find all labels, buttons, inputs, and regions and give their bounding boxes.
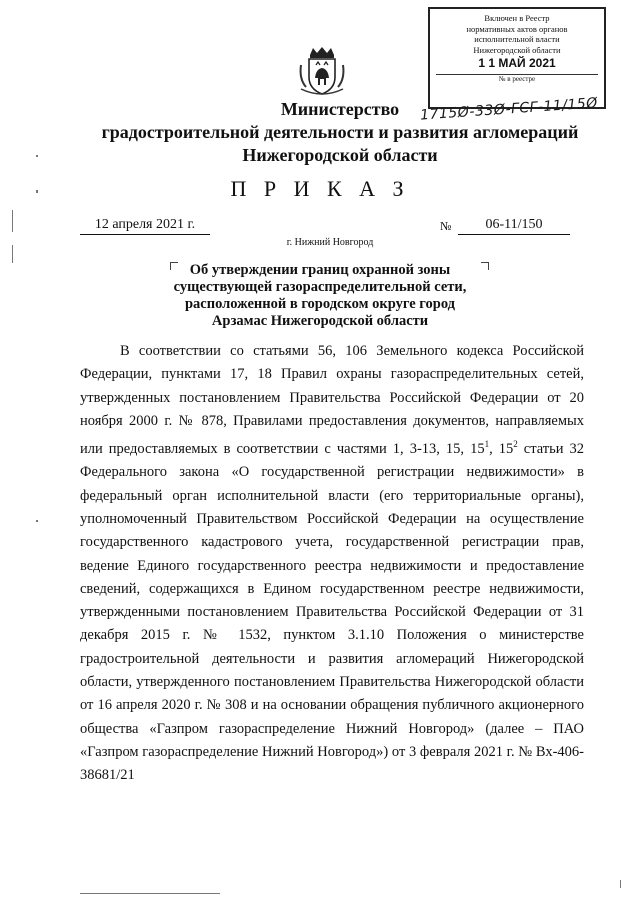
- coat-of-arms-icon: [297, 45, 347, 97]
- issue-city: г. Нижний Новгород: [286, 237, 374, 248]
- ministry-line: градостроительной деятельности и развития агломераций: [101, 122, 579, 142]
- registry-stamp: [428, 7, 606, 109]
- superscript: 2: [513, 439, 518, 450]
- stamp-line: Нижегородской области: [473, 44, 561, 55]
- subject-line: Об утверждении границ охранной зоны: [189, 262, 451, 278]
- body-text-part: В соответствии со статьями 56, 106 Земельного кодекса Российской Федерации, пунктами 17, 18 Правил охраны газораспределительных сетей, утвержденных постановлением Правительства Российской Федерации от 20 ноября 2000 г. № 878, Правилами предоставления документов, направляемых или предоставляемых в соответствии с частями 1, 3-13, 15, 15: [80, 343, 584, 458]
- scan-bottom-line: [80, 893, 220, 894]
- subject-line: расположенной в городском округе город: [184, 296, 455, 312]
- order-subject: [120, 262, 520, 330]
- stamp-line: Включен в Реестр: [484, 13, 550, 23]
- subject-line: существующей газораспределительной сети,: [173, 279, 467, 295]
- stamp-line: нормативных актов органов: [466, 23, 568, 34]
- scan-margin-mark: [620, 880, 621, 888]
- document-type-title: П Р И К А З: [230, 176, 410, 201]
- stamp-line: исполнительной власти: [474, 34, 560, 44]
- order-date: 12 апреля 2021 г.: [80, 216, 210, 235]
- scan-margin-mark: [12, 210, 13, 232]
- superscript: 1: [484, 439, 490, 450]
- handwritten-registry-number: 1715Ø-33Ø-ГСГ-11/15Ø: [419, 95, 599, 124]
- scan-margin-mark: [12, 245, 13, 263]
- stamp-registry-label: № в реестре: [498, 75, 536, 83]
- body-paragraph: [80, 340, 584, 787]
- subject-line: Арзамас Нижегородской области: [211, 313, 429, 329]
- order-number: 06-11/150: [458, 216, 570, 235]
- stamp-date: 1 1 МАЙ 2021: [478, 56, 556, 70]
- order-number-label: №: [440, 219, 452, 233]
- scan-margin-mark: [36, 155, 38, 157]
- ministry-line: Нижегородской области: [242, 145, 438, 165]
- ministry-line: Министерство: [280, 99, 400, 119]
- body-text-part: статьи 32 Федерального закона «О государственной регистрации недвижимости» в федеральный орган исполнительной власти (его территориальные органы), уполномоченный Правительством Российской Федерации на осуществление государственного кадастрового учета, государственной регистрации прав, ведение Единого государственного реестра недвижимости и предоставление сведений, содержащихся в Едином государственном реестре недвижимости, утвержденными постановлением Правительства Российской Федерации от 31 декабря 2015 г. № 1532, пунктом 3.1.10 Положения о министерстве градостроительной деятельности и развития агломераций Нижегородской области, утвержденного постановлением Правительства Нижегородской области от 16 апреля 2020 г. № 308 и на основании обращения публичного акционерного общества «Газпром газораспределение Нижний Новгород» (далее – ПАО «Газпром газораспределение Нижний Новгород») от 3 февраля 2021 г. № Вх-406-38681/21: [80, 441, 584, 784]
- ministry-heading: [60, 98, 620, 167]
- body-text-part: , 15: [489, 441, 514, 458]
- scan-margin-mark: [36, 520, 38, 522]
- scan-margin-mark: [36, 190, 38, 193]
